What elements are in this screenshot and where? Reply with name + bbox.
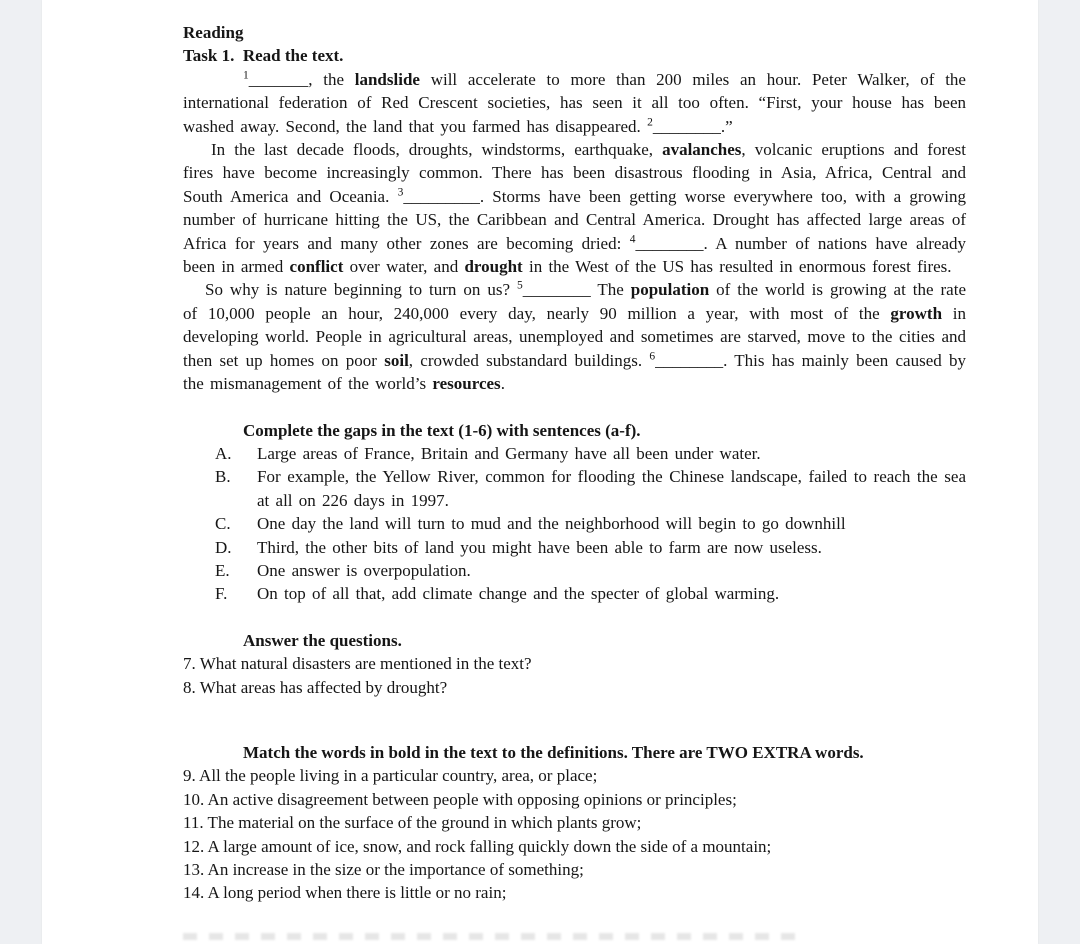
gap-option-text: One day the land will turn to mud and the neighborhood will begin to go downhill bbox=[257, 514, 846, 534]
gap-option-text: Large areas of France, Britain and Germany have all been under water. bbox=[257, 443, 761, 463]
match-definition-item: 14. A long period when there is little or no rain; bbox=[183, 883, 507, 903]
match-definition-item: 9. All the people living in a particular country, area, or place; bbox=[183, 766, 598, 786]
match-definition-item: 13. An increase in the size or the importance of something; bbox=[183, 860, 584, 879]
gap-option-row bbox=[215, 442, 966, 465]
gap-option-text: On top of all that, add climate change and the specter of global warming. bbox=[257, 584, 780, 604]
gap-option-letter: A. bbox=[215, 443, 232, 463]
gap-option-text: One answer is overpopulation. bbox=[257, 560, 471, 580]
gap-option-row bbox=[215, 559, 966, 582]
gap-option-row bbox=[215, 582, 966, 605]
match-section-heading: Match the words in bold in the text to the definitions. There are TWO EXTRA words. bbox=[243, 742, 864, 762]
gap-option-letter: D. bbox=[215, 537, 232, 557]
document-page bbox=[42, 0, 1038, 944]
question-item: 8. What areas has affected by drought? bbox=[183, 677, 448, 697]
gap-option-text: For example, the Yellow River, common for flooding the Chinese landscape, failed to reach the sea at all on 226 days in 1997. bbox=[257, 467, 966, 510]
question-item: 7. What natural disasters are mentioned in the text? bbox=[183, 654, 532, 674]
gap-option-row bbox=[215, 536, 966, 559]
document-content bbox=[183, 0, 966, 905]
match-definition-item: 10. An active disagreement between people with opposing opinions or principles; bbox=[183, 789, 737, 809]
task1-heading: Task 1. Read the text. bbox=[183, 46, 344, 66]
gap-option-letter: E. bbox=[215, 560, 230, 580]
match-definition-item: 11. The material on the surface of the ground in which plants grow; bbox=[183, 813, 642, 833]
gap-option-row bbox=[215, 512, 966, 535]
reading-paragraph-3: So why is nature beginning to turn on us? $^5$________ The population of the world is growing at the rate of 10,000 people an hour, 240,000 every day, nearly 90 million a year, with most of the growth in developing world. People in agricultural areas, unemployed and sometimes are starved, move to the cities and then set up homes on poor soil, crowded substandard buildings. $^6$________. This has mainly been caused by the mismanagement of the world’s resources. bbox=[183, 279, 967, 394]
gap-option-letter: F. bbox=[215, 584, 228, 604]
reading-paragraph-1: $^1$_______, the landslide will accelerate to more than 200 miles an hour. Peter Walker, of the international federation of Red Crescent societies, has seen it all too often. “First, your house has been washed away. Second, the land that you farmed has disappeared. $^2$________.” bbox=[183, 69, 966, 136]
cut-off-next-line-artifact bbox=[183, 933, 803, 940]
questions-section-heading: Answer the questions. bbox=[243, 630, 402, 650]
gap-section-heading: Complete the gaps in the text (1-6) with sentences (a-f). bbox=[243, 420, 641, 440]
gap-option-letter: B. bbox=[215, 467, 231, 487]
gap-option-text: Third, the other bits of land you might have been able to farm are now useless. bbox=[257, 537, 822, 557]
reading-paragraph-2: In the last decade floods, droughts, windstorms, earthquake, avalanches, volcanic eruptions and forest fires have become increasingly common. There has been disastrous flooding in Asia, Africa, Central and South America and Oceania. $^3$_________. Storms have been getting worse everywhere too, with a growing number of hurricane hitting the US, the Caribbean and Central America. Drought has affected large areas of Africa for years and many other zones are becoming dried: $^4$________. A number of nations have already been in armed conflict over water, and drought in the West of the US has resulted in enormous forest fires. bbox=[183, 140, 966, 277]
page-title: Reading bbox=[183, 23, 244, 42]
match-definition-item: 12. A large amount of ice, snow, and rock falling quickly down the side of a mountain; bbox=[183, 836, 772, 856]
gap-option-row bbox=[215, 465, 966, 512]
gap-option-letter: C. bbox=[215, 514, 231, 534]
